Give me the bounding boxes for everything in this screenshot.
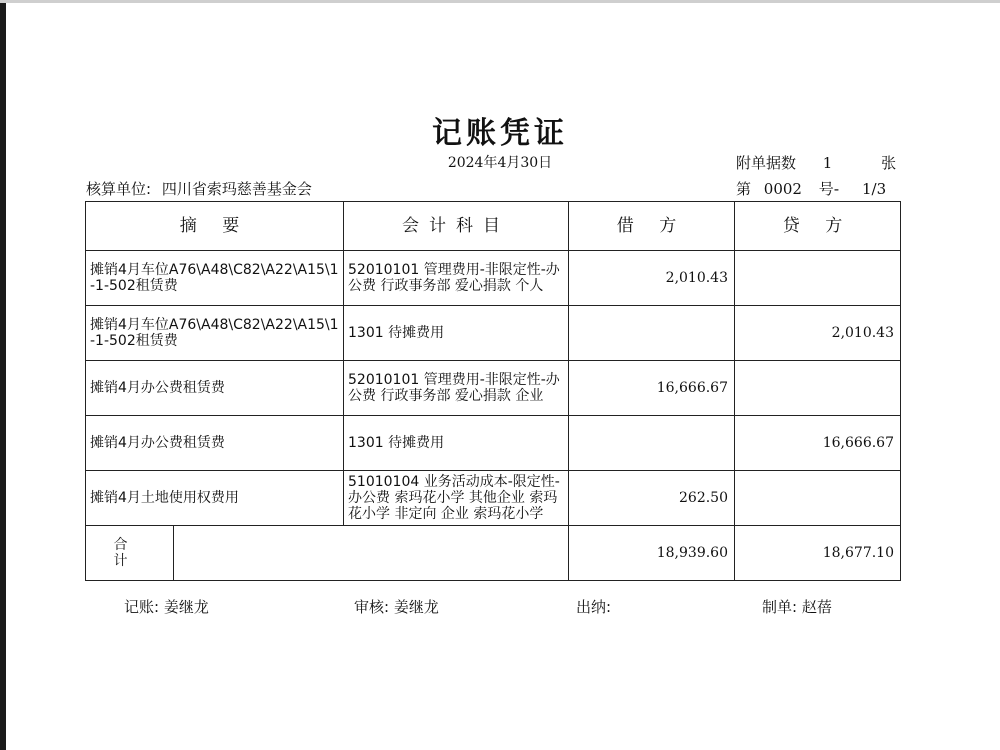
row-credit: 2,010.43: [735, 306, 901, 361]
attachments-unit: 张: [881, 154, 897, 172]
header-account: 会计科目: [344, 202, 569, 251]
table-row: [86, 306, 901, 361]
row-summary: 摊销4月办公费租赁费: [86, 416, 344, 471]
row-account: 1301 待摊费用: [344, 306, 569, 361]
total-debit: 18,939.60: [569, 526, 735, 581]
voucher-title: 记账凭证: [432, 116, 568, 151]
preparer: 制单: 赵蓓: [762, 598, 832, 616]
row-account: 52010101 管理费用-非限定性-办公费 行政事务部 爱心捐款 个人: [344, 251, 569, 306]
row-summary: 摊销4月土地使用权费用: [86, 471, 344, 526]
table-header-row: [86, 202, 901, 251]
voucher-table: [85, 201, 901, 581]
row-account: 1301 待摊费用: [344, 416, 569, 471]
number-suffix: 号-: [818, 180, 840, 198]
row-debit: [569, 306, 735, 361]
total-credit: 18,677.10: [735, 526, 901, 581]
row-debit: 262.50: [569, 471, 735, 526]
header-credit: 贷 方: [735, 202, 901, 251]
bookkeeper: 记账: 姜继龙: [124, 598, 209, 616]
page-indicator: 1/3: [861, 180, 887, 198]
unit-label: 核算单位:: [86, 180, 152, 198]
table-row: [86, 361, 901, 416]
table-row: [86, 416, 901, 471]
row-debit: [569, 416, 735, 471]
total-label: 合 计: [86, 526, 174, 581]
accounting-unit: [86, 178, 312, 199]
row-debit: 2,010.43: [569, 251, 735, 306]
voucher-date: 2024年4月30日: [447, 155, 553, 171]
attachments-info: [736, 152, 896, 173]
row-account: 51010104 业务活动成本-限定性-办公费 索玛花小学 其他企业 索玛花小学 非定向 企业 索玛花小学: [344, 471, 569, 526]
auditor: 审核: 姜继龙: [354, 598, 439, 616]
total-row: [86, 526, 901, 581]
table-row: [86, 471, 901, 526]
row-summary: 摊销4月车位A76\A48\C82\A22\A15\1-1-502租赁费: [86, 306, 344, 361]
row-credit: [735, 251, 901, 306]
number-prefix: 第: [736, 180, 752, 198]
row-summary: 摊销4月车位A76\A48\C82\A22\A15\1-1-502租赁费: [86, 251, 344, 306]
row-account: 52010101 管理费用-非限定性-办公费 行政事务部 爱心捐款 企业: [344, 361, 569, 416]
row-debit: 16,666.67: [569, 361, 735, 416]
header-debit: 借 方: [569, 202, 735, 251]
total-blank: [174, 526, 569, 581]
header-summary: 摘 要: [86, 202, 344, 251]
row-summary: 摊销4月办公费租赁费: [86, 361, 344, 416]
row-credit: [735, 361, 901, 416]
table-row: [86, 251, 901, 306]
scan-edge-top: [0, 0, 1000, 3]
attachments-label: 附单据数: [736, 154, 797, 172]
row-credit: 16,666.67: [735, 416, 901, 471]
attachments-count: 1: [822, 154, 833, 172]
number-value: 0002: [763, 180, 802, 198]
row-credit: [735, 471, 901, 526]
unit-name: 四川省索玛慈善基金会: [161, 180, 312, 198]
voucher-number: [736, 178, 886, 199]
cashier: 出纳:: [576, 598, 612, 616]
